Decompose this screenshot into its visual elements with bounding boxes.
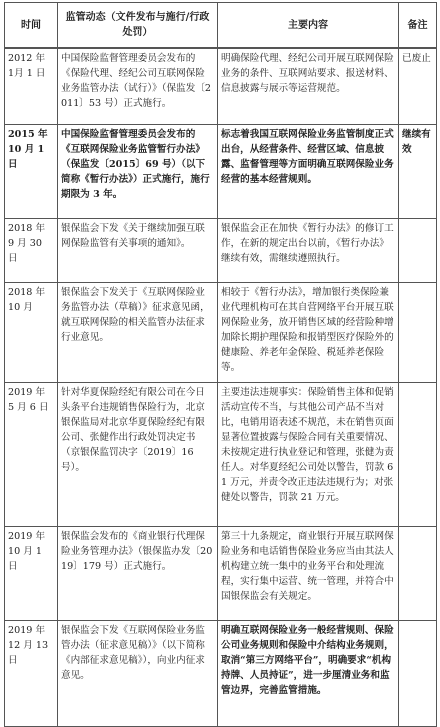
cell-time: 2018 年 10 月: [5, 282, 58, 382]
cell-note: [399, 526, 437, 620]
cell-time: 2019 年 10 月 1 日: [5, 526, 58, 620]
cell-action: 银保监会下发《互联网保险业务监管办法（征求意见稿）》（以下简称《内部征求意见稿》），向业内征求意见。: [58, 620, 218, 726]
cell-main: 银保监会正在加快《暂行办法》的修订工作，在新的规定出台以前，《暂行办法》继续有效，需继续遵照执行。: [218, 218, 399, 282]
table-row: [5, 124, 437, 218]
cell-time: 2018 年 9 月 30 日: [5, 218, 58, 282]
table-row: [5, 620, 437, 726]
cell-time: 2019 年 12 月 13 日: [5, 620, 58, 726]
cell-main: 相较于《暂行办法》，增加银行类保险兼业代理机构可在其自营网络平台开展互联网保险业务，放开销售区域的经营险种增加除长期护理保险和报销型医疗保险外的健康险、养老年金保险、税延养老保险等。: [218, 282, 399, 382]
cell-main: 明确互联网保险业务一般经营规则、保险公司业务规则和保险中介结构业务规则，取消“第三方网络平台”，明确要求“机构持牌、人员持证”，进一步厘清业务和监管边界，完善监管措施。: [218, 620, 399, 726]
cell-note: 继续有效: [399, 124, 437, 218]
table-row: [5, 382, 437, 526]
cell-note: [399, 620, 437, 726]
header-time: 时间: [5, 3, 58, 49]
cell-main: 第三十九条规定，商业银行开展互联网保险业务和电话销售保险业务应当由其法人机构建立统一集中的业务平台和处理流程，实行集中运营、统一管理，并符合中国银保监会有关规定。: [218, 526, 399, 620]
cell-action: 中国保险监督管理委员会发布的《互联网保险业务监管暂行办法》（保监发〔2015〕69 号）（以下简称《暂行办法》）正式施行，施行期限为 3 年。: [58, 124, 218, 218]
table-row: [5, 218, 437, 282]
cell-note: [399, 282, 437, 382]
cell-action: 银保监会下发关于《互联网保险业务监管办法（草稿）》征求意见函，就互联网保险的相关监管办法征求行业意见。: [58, 282, 218, 382]
cell-main: 主要违法违规事实：保险销售主体和促销活动宣传不当，与其他公司产品不当对比，电销用语表述不规范，未在销售页面显著位置披露与保险合同有关重要情况、未按规定进行执业登记和管理，张健为责任人。对华夏经纪公司处以警告，罚款 61 万元，并责令改正违法违规行为；对张健处以警告，罚款 21 万元。: [218, 382, 399, 526]
table-row: [5, 48, 437, 124]
cell-note: [399, 218, 437, 282]
cell-action: 针对华夏保险经纪有限公司在今日头条平台违规销售保险行为，北京银保监局对北京华夏保险经纪有限公司、张健作出行政处罚决定书（京银保监罚决字〔2019〕16 号）。: [58, 382, 218, 526]
cell-note: [399, 382, 437, 526]
cell-action: 银保监会下发《关于继续加强互联网保险监管有关事项的通知》。: [58, 218, 218, 282]
cell-note: 已废止: [399, 48, 437, 124]
header-action: 监管动态（文件发布与施行/行政处罚）: [58, 3, 218, 49]
table-row: [5, 526, 437, 620]
cell-time: 2012 年 1月 1 日: [5, 48, 58, 124]
cell-time: 2019 年 5 月 6 日: [5, 382, 58, 526]
table-row: [5, 282, 437, 382]
regulatory-timeline-table: [4, 2, 437, 727]
header-main: 主要内容: [218, 3, 399, 49]
cell-main: 标志着我国互联网保险业务监管制度正式出台，从经营条件、经营区域、信息披露、监督管理等方面明确互联网保险业务经营的基本经营规则。: [218, 124, 399, 218]
header-note: 备注: [399, 3, 437, 49]
cell-time: 2015 年 10 月 1 日: [5, 124, 58, 218]
table-header-row: [5, 3, 437, 49]
cell-action: 银保监会发布的《商业银行代理保险业务管理办法》（银保监办发〔2019〕179 号）正式施行。: [58, 526, 218, 620]
cell-action: 中国保险监督管理委员会发布的《保险代理、经纪公司互联网保险业务监管办法（试行）》（保监发〔2011〕53 号）正式施行。: [58, 48, 218, 124]
cell-main: 明确保险代理、经纪公司开展互联网保险业务的条件、互联网站要求、报送材料、信息披露与展示等运营规范。: [218, 48, 399, 124]
